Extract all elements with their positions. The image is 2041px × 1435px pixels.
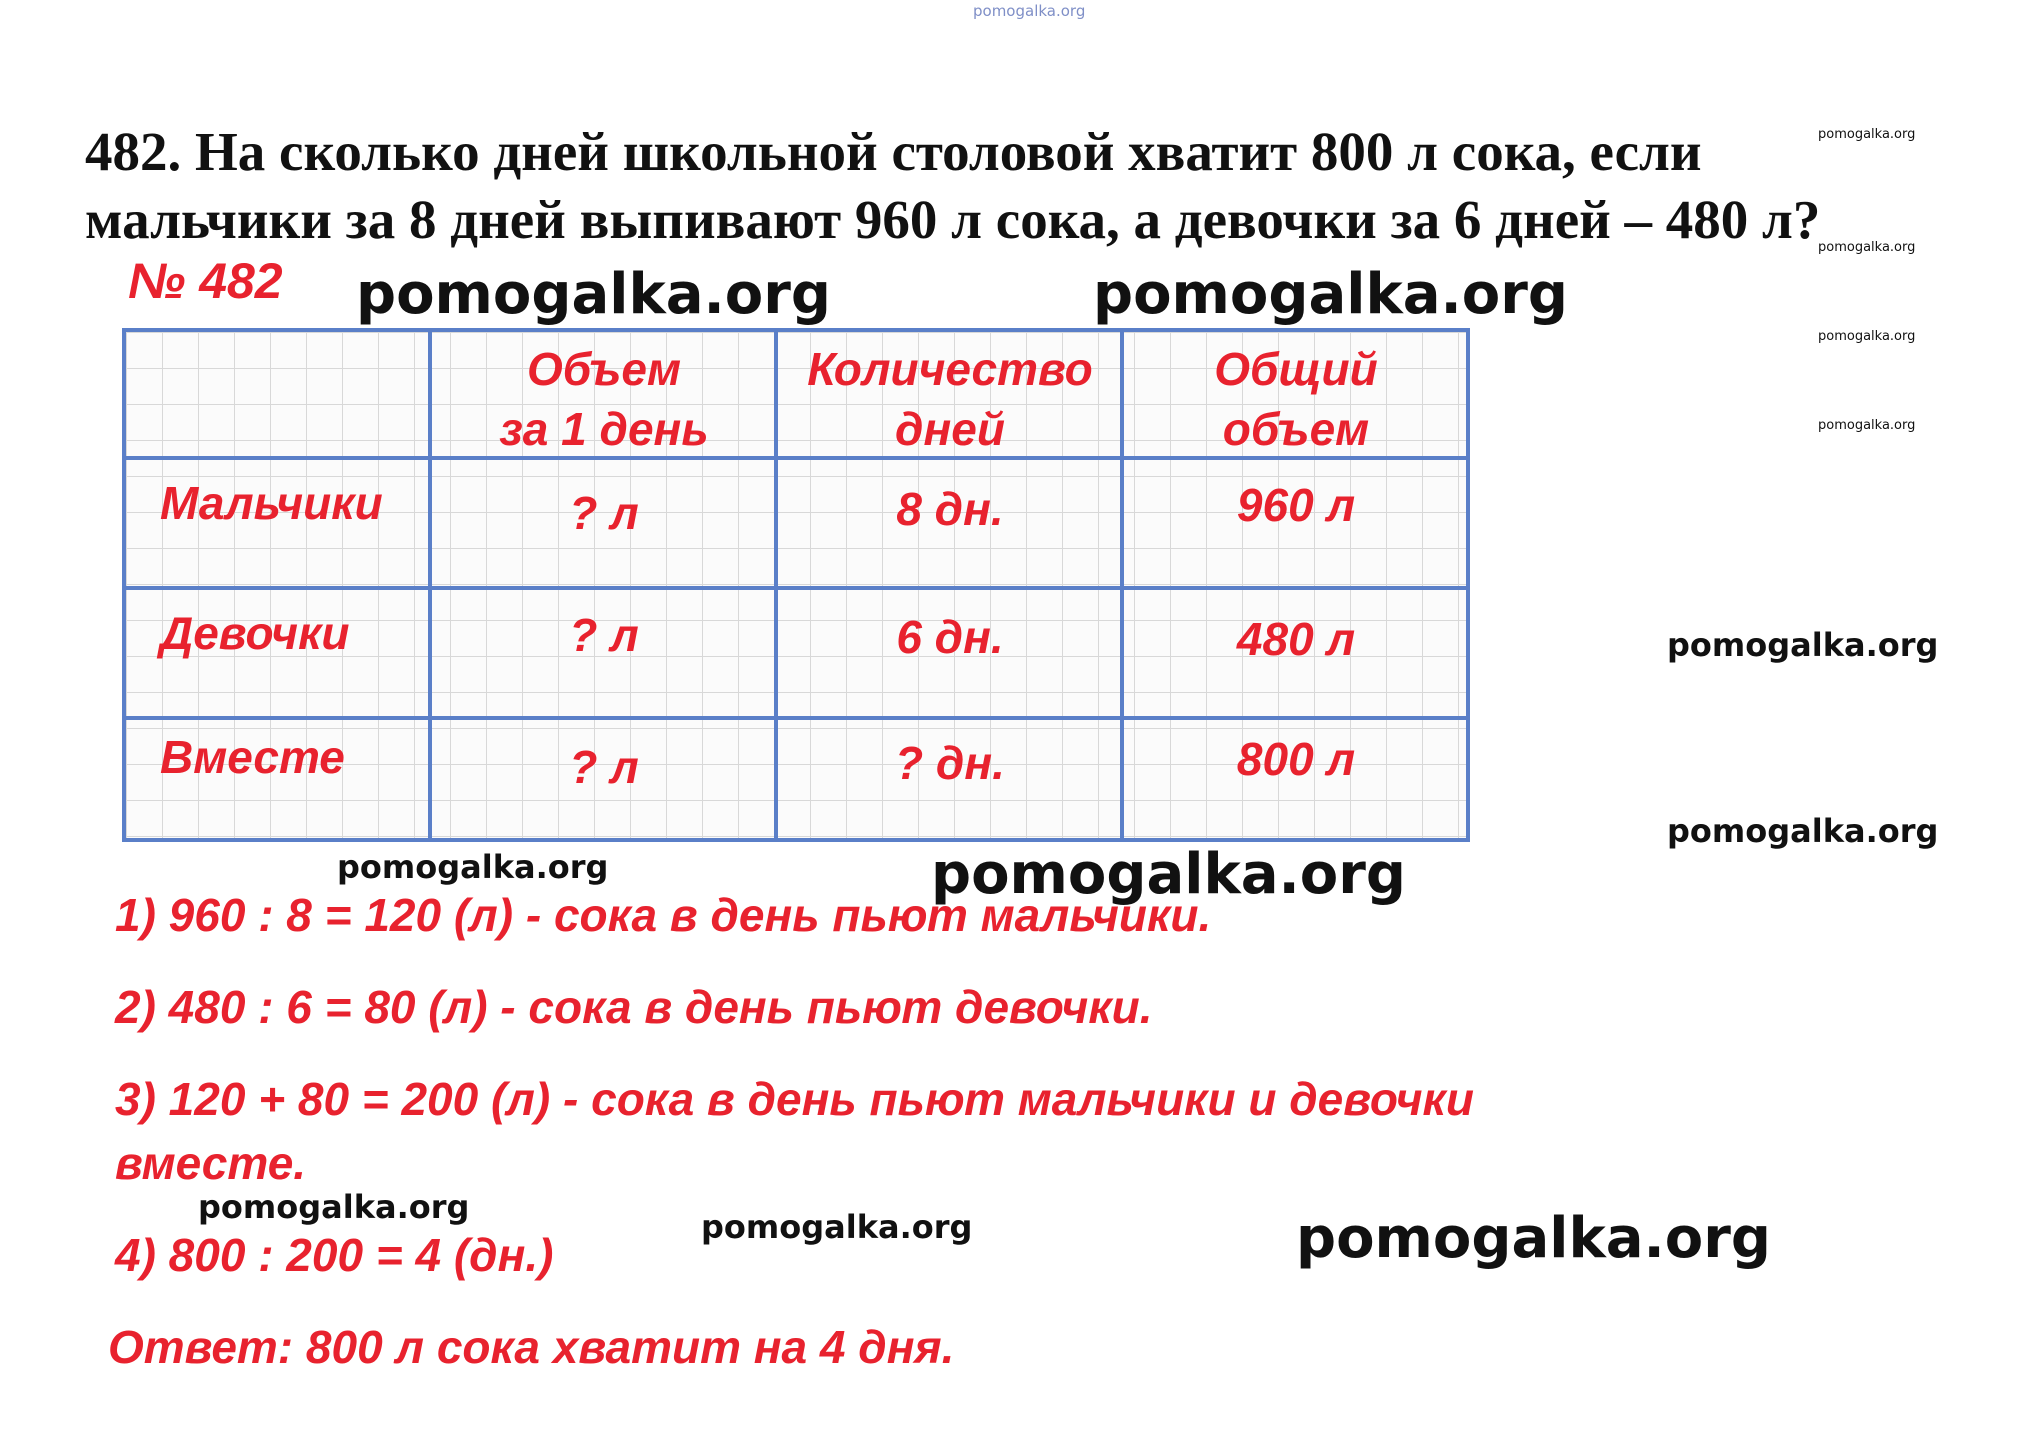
problem-line-2: мальчики за 8 дней выпивают 960 л сока, а девочки за 6 дней – 480 л? [85, 189, 1821, 250]
data-table [122, 328, 1470, 842]
watermark-medium: pomogalka.org [1667, 812, 1939, 850]
header-days-top: Количество [807, 343, 1093, 395]
watermark-large: pomogalka.org [1296, 1206, 1771, 1271]
watermark-side: pomogalka.org [1818, 329, 1916, 344]
row-label-boys: Мальчики [160, 477, 383, 529]
header-total-top: Общий [1214, 343, 1378, 395]
solution-step-4: 4) 800 : 200 = 4 (дн.) [115, 1229, 554, 1281]
watermark-large: pomogalka.org [931, 842, 1406, 907]
table-row-divider [126, 586, 1466, 590]
watermark-large: pomogalka.org [356, 262, 831, 327]
table-col-divider [1120, 332, 1124, 838]
watermark-large: pomogalka.org [1093, 262, 1568, 327]
header-volume-bottom: за 1 день [499, 403, 709, 455]
table-col-divider [774, 332, 778, 838]
watermark-medium: pomogalka.org [1667, 626, 1939, 664]
cell-girls-days: 6 дн. [896, 611, 1004, 663]
watermark-side: pomogalka.org [1818, 418, 1916, 433]
cell-girls-total: 480 л [1236, 613, 1356, 665]
solution-step-1: 1) 960 : 8 = 120 (л) - сока в день пьют мальчики. [115, 889, 1212, 941]
header-total-bottom: объем [1222, 403, 1370, 455]
watermark-side: pomogalka.org [1818, 240, 1916, 255]
cell-boys-days: 8 дн. [896, 483, 1004, 535]
cell-boys-total: 960 л [1236, 479, 1356, 531]
solution-step-3-continued: вместе. [115, 1137, 307, 1189]
cell-together-total: 800 л [1236, 733, 1356, 785]
row-label-together: Вместе [160, 731, 345, 783]
answer-line: Ответ: 800 л сока хватит на 4 дня. [108, 1321, 955, 1373]
cell-together-days: ? дн. [895, 737, 1005, 789]
header-days-bottom: дней [895, 403, 1005, 455]
watermark-top: pomogalka.org [973, 2, 1086, 20]
problem-line-1: 482. На сколько дней школьной столовой хватит 800 л сока, если [85, 121, 1702, 182]
table-row-divider [126, 716, 1466, 720]
cell-boys-volume: ? л [569, 487, 639, 539]
header-volume-top: Объем [526, 343, 682, 395]
solution-step-3: 3) 120 + 80 = 200 (л) - сока в день пьют мальчики и девочки [115, 1073, 1474, 1125]
watermark-medium: pomogalka.org [701, 1208, 973, 1246]
solution-step-2: 2) 480 : 6 = 80 (л) - сока в день пьют девочки. [115, 981, 1153, 1033]
watermark-medium: pomogalka.org [198, 1188, 470, 1226]
solution-number-label: № 482 [128, 253, 283, 309]
problem-statement [85, 118, 1985, 254]
watermark-medium: pomogalka.org [337, 848, 609, 886]
watermark-side: pomogalka.org [1818, 127, 1916, 142]
row-label-girls: Девочки [160, 607, 350, 659]
table-col-divider [428, 332, 432, 838]
cell-girls-volume: ? л [569, 609, 639, 661]
cell-together-volume: ? л [569, 741, 639, 793]
